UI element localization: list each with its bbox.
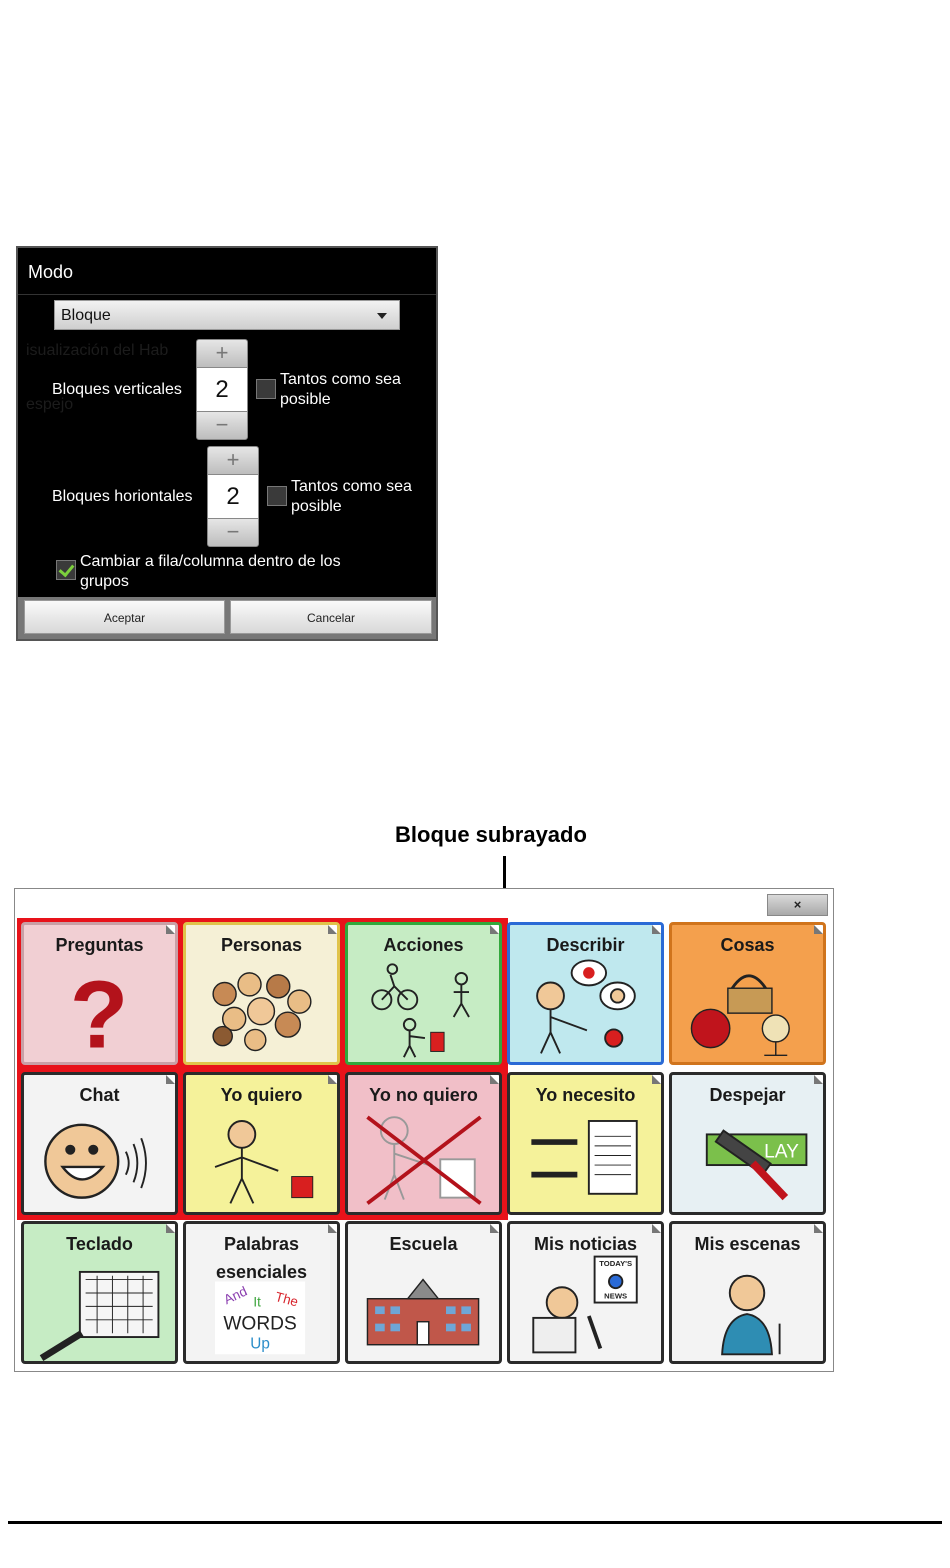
word-text: And [221, 1283, 250, 1308]
horizontal-blocks-stepper [207, 446, 259, 547]
board-tile-mis-escenas[interactable] [669, 1221, 826, 1364]
vertical-blocks-value[interactable]: 2 [196, 368, 248, 411]
tile-label: Palabras esenciales [215, 1234, 308, 1282]
tile-label: Escuela [389, 1234, 458, 1254]
word-text: It [253, 1294, 261, 1310]
horizontal-blocks-value[interactable]: 2 [207, 475, 259, 518]
mode-value: Bloque [61, 307, 111, 324]
close-button[interactable]: × [767, 894, 828, 916]
word-text: The [273, 1289, 300, 1310]
board-tile-describir[interactable] [507, 922, 664, 1065]
board-tile-yo-quiero[interactable] [183, 1072, 340, 1215]
tile-label: Yo no quiero [369, 1085, 478, 1105]
folder-corner-icon [814, 1224, 823, 1233]
tile-label: Chat [79, 1085, 120, 1105]
news-text: NEWS [604, 1291, 628, 1301]
vertical-as-many-label: Tantos como sea posible [280, 371, 401, 408]
vertical-blocks-stepper [196, 339, 248, 440]
folder-corner-icon [814, 925, 823, 934]
folder-corner-icon [490, 1224, 499, 1233]
accept-button[interactable]: Aceptar [24, 600, 225, 634]
tile-label: Cosas [720, 935, 775, 955]
board-tile-yo-necesito[interactable] [507, 1072, 664, 1215]
board-tile-despejar[interactable] [669, 1072, 826, 1215]
tile-label: Mis escenas [694, 1234, 801, 1254]
tile-label: Despejar [709, 1085, 786, 1105]
folder-corner-icon [328, 925, 337, 934]
news-text: TODAY'S [599, 1259, 633, 1269]
board-tile-acciones[interactable] [345, 922, 502, 1065]
page-bottom-rule [8, 1521, 942, 1524]
board-tile-escuela[interactable] [345, 1221, 502, 1364]
tile-label: Mis noticias [533, 1234, 638, 1254]
folder-corner-icon [490, 1075, 499, 1084]
folder-corner-icon [652, 1224, 661, 1233]
tile-label: Yo necesito [535, 1085, 636, 1105]
tile-label: Preguntas [55, 935, 144, 955]
board-tile-yo-no-quiero[interactable] [345, 1072, 502, 1215]
word-text: Up [250, 1335, 270, 1353]
display-text: LAY [764, 1141, 799, 1163]
folder-corner-icon [652, 1075, 661, 1084]
communication-board [14, 888, 834, 1372]
board-tile-preguntas[interactable] [21, 922, 178, 1065]
horizontal-increment-button[interactable]: + [207, 446, 259, 475]
folder-corner-icon [328, 1075, 337, 1084]
switch-rowcol-label: Cambiar a fila/columna dentro de los grupos [80, 553, 341, 590]
folder-corner-icon [166, 1075, 175, 1084]
folder-corner-icon [328, 1224, 337, 1233]
svg-text:?: ? [69, 961, 129, 1062]
title-divider [18, 294, 436, 295]
folder-corner-icon [166, 925, 175, 934]
tile-label: Describir [546, 935, 625, 955]
vertical-blocks-label: Bloques verticales [52, 381, 182, 398]
dialog-title: Modo [28, 262, 74, 282]
cancel-button[interactable]: Cancelar [230, 600, 432, 634]
vertical-as-many-checkbox[interactable] [256, 379, 276, 399]
folder-corner-icon [166, 1224, 175, 1233]
background-ghost-text: isualización del Hab [26, 342, 169, 359]
switch-rowcol-checkbox[interactable] [56, 560, 76, 580]
horizontal-blocks-label: Bloques horiontales [52, 488, 193, 505]
tile-label: Acciones [383, 935, 464, 955]
tile-label: Personas [220, 935, 303, 955]
horizontal-as-many-checkbox[interactable] [267, 486, 287, 506]
horizontal-decrement-button[interactable]: − [207, 518, 259, 547]
vertical-decrement-button[interactable]: − [196, 411, 248, 440]
board-tile-palabras-esenciales[interactable] [183, 1221, 340, 1364]
board-tile-teclado[interactable] [21, 1221, 178, 1364]
tile-label: Teclado [66, 1234, 133, 1254]
mode-dropdown[interactable] [54, 300, 400, 330]
vertical-increment-button[interactable]: + [196, 339, 248, 368]
word-text: WORDS [223, 1313, 297, 1335]
board-tile-mis-noticias[interactable] [507, 1221, 664, 1364]
highlighted-block-caption: Bloque subrayado [395, 822, 587, 847]
board-tile-cosas[interactable] [669, 922, 826, 1065]
background-ghost-text: espejo [26, 396, 74, 413]
folder-corner-icon [490, 925, 499, 934]
horizontal-as-many-label: Tantos como sea posible [291, 478, 412, 515]
folder-corner-icon [814, 1075, 823, 1084]
block-mode-dialog [16, 246, 438, 641]
chevron-down-icon [377, 313, 387, 319]
tile-label: Yo quiero [220, 1085, 303, 1105]
board-tile-chat[interactable] [21, 1072, 178, 1215]
folder-corner-icon [652, 925, 661, 934]
dialog-button-bar [18, 597, 436, 639]
board-tile-personas[interactable] [183, 922, 340, 1065]
